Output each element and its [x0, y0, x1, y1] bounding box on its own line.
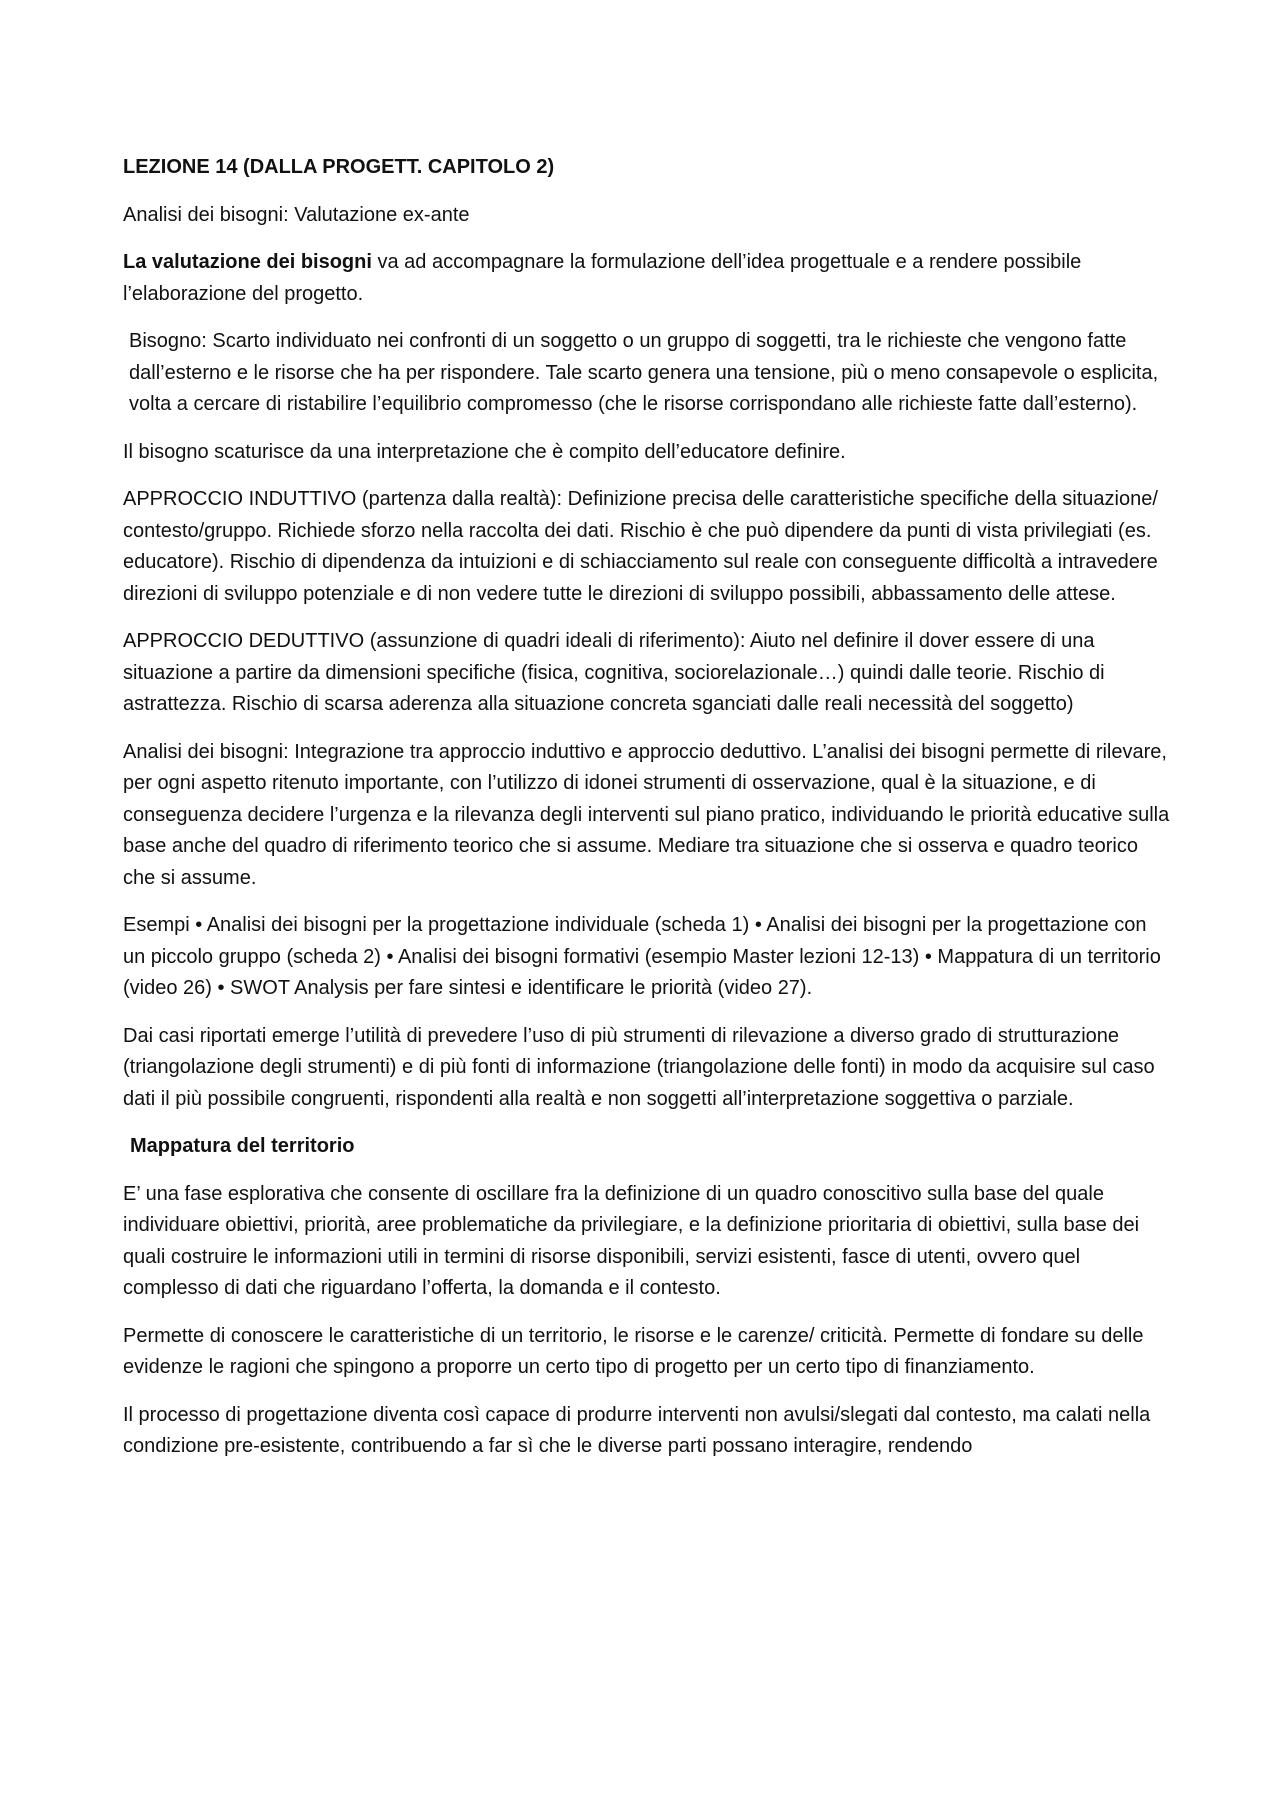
paragraph-triangolazione: Dai casi riportati emerge l’utilità di prevedere l’uso di più strumenti di rilevazione a diverso grado di strutturazione (triangolazione degli strumenti) e di più fonti di informazione (triangolazione delle fonti) in modo da acquisire sul caso dati il più possibile congruenti, rispondenti alla realtà e non soggetti all’interpretazione soggettiva o parziale.	[123, 1024, 1155, 1110]
paragraph-interpretazione: Il bisogno scaturisce da una interpretazione che è compito dell’educatore definire.	[123, 440, 846, 463]
intro-bold-term: La valutazione dei bisogni	[123, 251, 372, 273]
paragraph-bisogno: Bisogno: Scarto individuato nei confronti di un soggetto o un gruppo di soggetti, tra le richieste che vengono fatte dall’esterno e le risorse che ha per rispondere. Tale scarto genera una tensione, più o meno consapevole o esplicita, volta a cercare di ristabilire l’equilibrio compromesso (che le risorse corrispondano alle richieste fatte dall’esterno).	[129, 330, 1159, 415]
section-heading-mappatura: Mappatura del territorio	[130, 1135, 355, 1157]
paragraph-caratteristiche-territorio: Permette di conoscere le caratteristiche di un territorio, le risorse e le carenze/ criticità. Permette di fondare su delle evidenze le ragioni che spingono a proporre un certo tipo di progetto per un certo tipo di finanziamento.	[123, 1324, 1144, 1378]
paragraph-fase-esplorativa: E’ una fase esplorativa che consente di oscillare fra la definizione di un quadro conoscitivo sulla base del quale individuare obiettivi, priorità, aree problematiche da privilegiare, e la definizione prioritaria di obiettivi, sulla base dei quali costruire le informazioni utili in termini di risorse disponibili, servizi esistenti, fasce di utenti, ovvero quel complesso di dati che riguardano l’offerta, la domanda e il contesto.	[123, 1182, 1140, 1299]
intro-text: va ad accompagnare la formulazione dell’idea progettuale e a rendere possibile l’elaborazione del progetto.	[123, 251, 1082, 305]
paragraph-esempi: Esempi • Analisi dei bisogni per la progettazione individuale (scheda 1) • Analisi dei bisogni per la progettazione con un piccolo gruppo (scheda 2) • Analisi dei bisogni formativi (esempio Master lezioni 12-13) • Mappatura di un territorio (video 26) • SWOT Analysis per fare sintesi e identificare le priorità (video 27).	[123, 914, 1161, 999]
document-subtitle: Analisi dei bisogni: Valutazione ex-ante	[123, 203, 470, 226]
paragraph-processo-progettazione: Il processo di progettazione diventa così capace di produrre interventi non avulsi/slegati dal contesto, ma calati nella condizione pre-esistente, contribuendo a far sì che le diverse parti possano interagire, rendendo	[123, 1403, 1151, 1457]
paragraph-approccio-induttivo: APPROCCIO INDUTTIVO (partenza dalla realtà): Definizione precisa delle caratteristiche specifiche della situazione/ contesto/gruppo. Richiede sforzo nella raccolta dei dati. Rischio è che può dipendere da punti di vista privilegiati (es. educatore). Rischio di dipendenza da intuizioni e di schiacciamento sul reale con conseguente difficoltà a intravedere direzioni di sviluppo potenziale e di non vedere tutte le direzioni di sviluppo possibili, abbassamento delle attese.	[123, 488, 1158, 605]
paragraph-analisi-integrazione: Analisi dei bisogni: Integrazione tra approccio induttivo e approccio deduttivo. L’analisi dei bisogni permette di rilevare, per ogni aspetto ritenuto importante, con l’utilizzo di idonei strumenti di osservazione, qual è la situazione, e di conseguenza decidere l’urgenza e la rilevanza degli interventi sul piano pratico, individuando le priorità educative sulla base anche del quadro di riferimento teorico che si assume. Mediare tra situazione che si osserva e quadro teorico che si assume.	[123, 740, 1170, 889]
document-page	[123, 152, 1173, 1479]
intro-paragraph	[123, 247, 1173, 310]
paragraph-approccio-deduttivo: APPROCCIO DEDUTTIVO (assunzione di quadri ideali di riferimento): Aiuto nel definire il dover essere di una situazione a partire da dimensioni specifiche (fisica, cognitiva, sociorelazionale…) quindi dalle teorie. Rischio di astrattezza. Rischio di scarsa aderenza alla situazione concreta sganciati dalle reali necessità del soggetto)	[123, 630, 1105, 715]
document-title: LEZIONE 14 (DALLA PROGETT. CAPITOLO 2)	[123, 156, 555, 178]
